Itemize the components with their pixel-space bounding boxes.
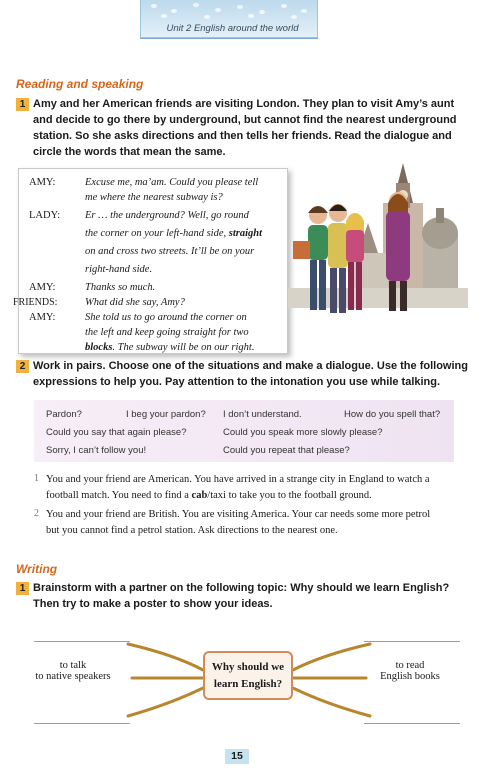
dialogue-line: on and cross two streets. It’ll be on your <box>85 246 255 257</box>
reading-section-title: Reading and speaking <box>16 77 144 91</box>
task2-instructions <box>33 358 468 390</box>
expression: I beg your pardon? <box>126 409 206 420</box>
situation-number: 2 <box>34 508 39 519</box>
bold-word-straight: straight <box>228 228 263 239</box>
task1-line: circle the words that mean the same. <box>33 146 226 158</box>
dialogue-line: me where the nearest subway is? <box>85 192 223 203</box>
task1-line: Amy and her American friends are visiting London. They plan to visit Amy’s aunt <box>33 98 455 110</box>
situation-text: football match. You need to find a <box>46 490 189 501</box>
expression: Could you speak more slowly please? <box>223 427 383 438</box>
dialogue-line-with-bold <box>85 342 283 353</box>
writing-section-title: Writing <box>16 562 58 576</box>
connector-line <box>128 688 203 716</box>
dialogue-speaker: AMY: <box>29 282 56 293</box>
blank-answer-line <box>34 641 130 642</box>
situation-line: but you cannot find a petrol station. Ask directions to the nearest one. <box>46 525 338 536</box>
dialogue-line: right-hand side. <box>85 264 153 275</box>
situation-2 <box>46 507 430 539</box>
mindmap-right-idea <box>355 660 465 682</box>
idea-line: to talk <box>59 660 87 671</box>
expressions-box <box>34 400 454 462</box>
dialogue-speaker: FRIENDS: <box>13 297 58 308</box>
header-rule <box>140 38 318 39</box>
dialogue-line: Er … the underground? Well, go round <box>85 210 249 221</box>
situation-line: You and your friend are British. You are visiting America. Your car needs some more petrol <box>46 509 431 520</box>
situation-line: You and your friend are American. You have arrived in a strange city in England to watch a <box>46 474 430 485</box>
expression: How do you spell that? <box>344 409 441 420</box>
dialogue-speaker: AMY: <box>29 312 56 323</box>
tourists-in-london-illustration <box>288 163 468 338</box>
situation-text: /taxi to take you to the football ground. <box>207 490 372 501</box>
expression: Could you say that again please? <box>46 427 187 438</box>
task1-line: station. So she asks directions and then tells her friends. Read the dialogue and <box>33 130 452 142</box>
task1-line: and decide to go there by underground, but cannot find the nearest underground <box>33 114 457 126</box>
dialogue-line: Thanks so much. <box>85 282 156 293</box>
dialogue-box <box>13 168 288 354</box>
mindmap-center-card <box>203 651 293 700</box>
task1-instructions <box>33 96 457 160</box>
task2-line: Work in pairs. Choose one of the situations and make a dialogue. Use the following <box>33 360 468 372</box>
task2-number-badge: 2 <box>16 360 29 373</box>
writing-task1-number-badge: 1 <box>16 582 29 595</box>
dialogue-text: . The subway will be on our right. <box>112 342 255 353</box>
task2-line: expressions to help you. Pay attention to the intonation you use while talking. <box>33 376 441 388</box>
dialogue-speaker: AMY: <box>29 177 56 188</box>
people-group-image <box>293 192 410 313</box>
blank-answer-line <box>364 641 460 642</box>
center-line: learn English? <box>213 678 283 690</box>
mindmap-left-idea <box>18 660 128 682</box>
dialogue-line: Excuse me, ma’am. Could you please tell <box>85 177 259 188</box>
situation-number: 1 <box>34 473 39 484</box>
situation-line-with-bold <box>46 488 430 504</box>
page-number: 15 <box>225 749 249 764</box>
idea-line: English books <box>380 671 440 682</box>
dialogue-line: She told us to go around the corner on <box>85 312 247 323</box>
dialogue-text: the corner on your left-hand side, <box>85 228 227 239</box>
expression: Pardon? <box>46 409 82 420</box>
idea-line: to read <box>395 660 425 671</box>
center-line: Why should we <box>211 661 285 673</box>
expression: I don’t understand. <box>223 409 302 420</box>
connector-line <box>128 644 203 670</box>
bold-word-cab: cab <box>191 490 208 501</box>
blank-answer-line <box>34 723 130 724</box>
dialogue-speaker: LADY: <box>29 210 61 221</box>
dialogue-line-with-bold <box>85 228 283 239</box>
task1-number-badge: 1 <box>16 98 29 111</box>
dialogue-line: What did she say, Amy? <box>85 297 185 308</box>
bold-word-blocks: blocks <box>85 342 113 353</box>
blank-answer-line <box>364 723 460 724</box>
connector-line <box>293 688 370 716</box>
unit-title: Unit 2 English around the world <box>166 23 299 34</box>
writing-line: Then try to make a poster to show your ideas. <box>33 598 273 610</box>
expression: Could you repeat that please? <box>223 445 350 456</box>
writing-task1-instructions <box>33 580 449 612</box>
expression: Sorry, I can’t follow you! <box>46 445 147 456</box>
idea-line: to native speakers <box>35 671 111 682</box>
dialogue-line: the left and keep going straight for two <box>85 327 249 338</box>
writing-line: Brainstorm with a partner on the following topic: Why should we learn English? <box>33 582 450 594</box>
situation-1 <box>46 472 430 504</box>
